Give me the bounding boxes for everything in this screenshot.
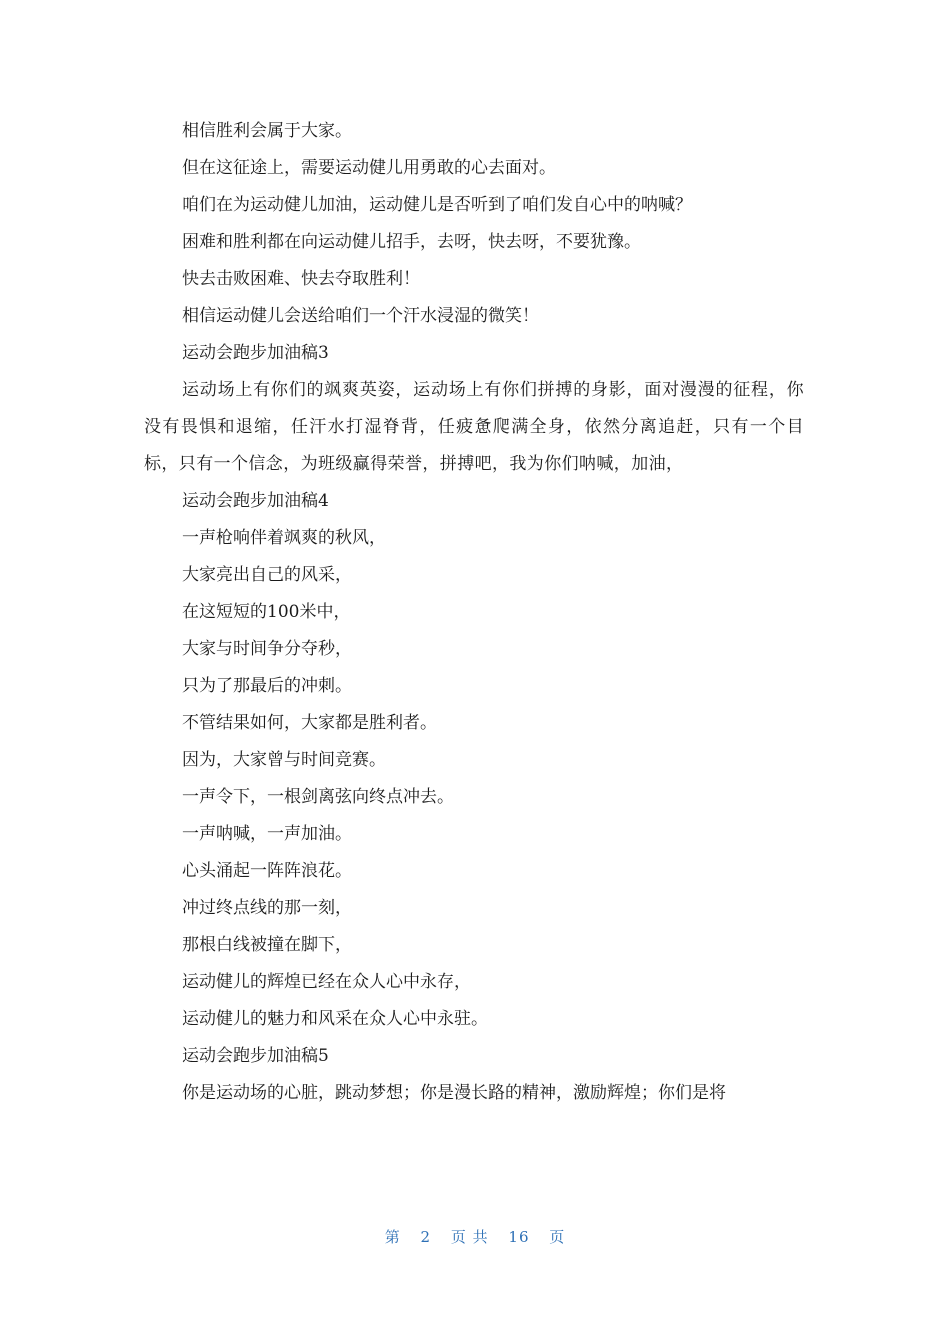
section-heading-5: 运动会跑步加油稿5 xyxy=(182,1046,329,1066)
poem-line: 大家与时间争分夺秒， xyxy=(182,639,352,659)
poem-line: 在这短短的100米中， xyxy=(182,602,351,622)
poem-line: 一声枪响伴着飒爽的秋风， xyxy=(182,528,386,548)
poem-line: 心头涌起一阵阵浪花。 xyxy=(182,861,352,881)
poem-line: 运动健儿的魅力和风采在众人心中永驻。 xyxy=(182,1009,488,1029)
text-line: 快去击败困难、快去夺取胜利！ xyxy=(182,269,420,289)
poem-line: 大家亮出自己的风采， xyxy=(182,565,352,585)
footer-di: 第 xyxy=(384,1228,401,1246)
paragraph-3: 运动场上有你们的飒爽英姿，运动场上有你们拼搏的身影，面对漫漫的征程，你没有畏惧和退缩，任汗水打湿脊背，任疲惫爬满全身，依然分离追赶，只有一个目标，只有一个信念，为班级赢得荣誉，拼搏吧，我为你们呐喊，加油， xyxy=(144,380,804,474)
text-line: 困难和胜利都在向运动健儿招手，去呀，快去呀，不要犹豫。 xyxy=(182,232,641,252)
poem-line: 那根白线被撞在脚下， xyxy=(182,935,352,955)
poem-line: 因为，大家曾与时间竞赛。 xyxy=(182,750,386,770)
section-heading-4: 运动会跑步加油稿4 xyxy=(182,491,329,511)
poem-line: 不管结果如何，大家都是胜利者。 xyxy=(182,713,437,733)
footer-ye2: 页 xyxy=(549,1228,566,1246)
poem-line: 一声呐喊，一声加油。 xyxy=(182,824,352,844)
document-body xyxy=(144,113,804,1112)
paragraph-5-start: 你是运动场的心脏，跳动梦想；你是漫长路的精神，激励辉煌；你们是将 xyxy=(182,1083,726,1103)
footer-gong: 共 xyxy=(472,1228,489,1246)
poem-line: 运动健儿的辉煌已经在众人心中永存， xyxy=(182,972,471,992)
footer-total-pages: 16 xyxy=(508,1228,530,1246)
poem-line: 只为了那最后的冲刺。 xyxy=(182,676,352,696)
text-line: 但在这征途上，需要运动健儿用勇敢的心去面对。 xyxy=(182,158,556,178)
text-line: 相信运动健儿会送给咱们一个汗水浸湿的微笑！ xyxy=(182,306,539,326)
text-line: 咱们在为运动健儿加油，运动健儿是否听到了咱们发自心中的呐喊？ xyxy=(182,195,692,215)
poem-line: 一声令下，一根剑离弦向终点冲去。 xyxy=(182,787,454,807)
poem-line: 冲过终点线的那一刻， xyxy=(182,898,352,918)
footer-ye: 页 xyxy=(450,1228,467,1246)
footer-page-number: 2 xyxy=(420,1228,432,1246)
text-line: 相信胜利会属于大家。 xyxy=(182,121,352,141)
page-footer xyxy=(0,1226,950,1247)
section-heading-3: 运动会跑步加油稿3 xyxy=(182,343,329,363)
